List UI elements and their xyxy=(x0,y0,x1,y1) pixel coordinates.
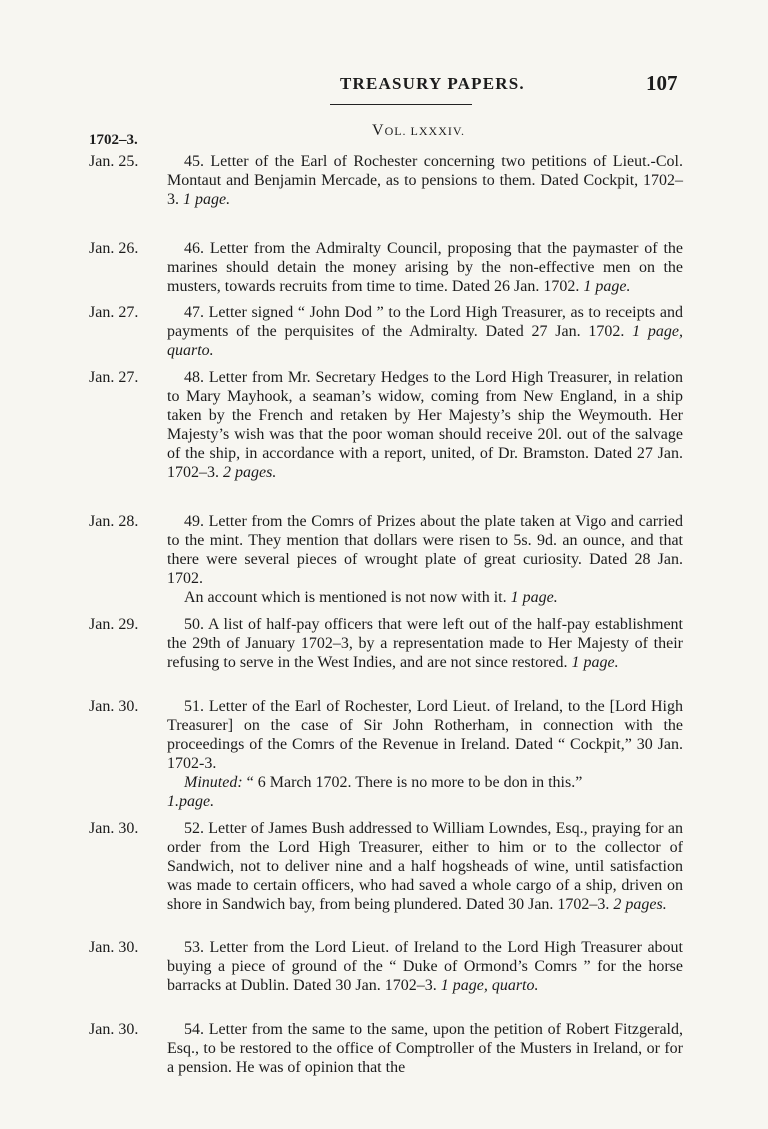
entry-date: Jan. 28. xyxy=(89,513,139,530)
entry-text xyxy=(167,938,683,995)
entry-extent: 1 page. xyxy=(183,191,231,208)
volume-heading xyxy=(372,122,465,140)
entry-note-line xyxy=(167,588,683,607)
volume-prefix: V xyxy=(372,122,385,139)
entry-extent: 1.page. xyxy=(167,793,215,810)
entry-date: Jan. 30. xyxy=(89,698,139,715)
entry-date: Jan. 30. xyxy=(89,939,139,956)
entry-text xyxy=(167,152,683,209)
running-title: TREASURY PAPERS. xyxy=(340,74,525,93)
year-marginal: 1702–3. xyxy=(89,132,138,148)
entry-extent: 1 page. xyxy=(571,654,619,671)
entry-date: Jan. 26. xyxy=(89,240,139,257)
entry-body: 49. Letter from the Comrs of Prizes about the plate taken at Vigo and carried to the mint. They mention that dollars were risen to 5s. 9d. an ounce, and that there were several pieces of wrought plate of great curiosity. Dated 28 Jan. 1702. xyxy=(167,513,683,587)
entry-body: 48. Letter from Mr. Secretary Hedges to the Lord High Treasurer, in relation to Mary Mayhook, a seaman’s widow, coming from New England, in a ship taken by the French and retaken by Her Majesty’s ship the Weymouth. Her Majesty’s wish was that the poor woman should receive 20l. out of the salvage of the ship, in accordance with a report, united, of Dr. Bramston. Dated 27 Jan. 1702–3. xyxy=(167,369,683,481)
minuted-label: Minuted: xyxy=(184,774,243,791)
entry-text xyxy=(167,303,683,360)
entry-text xyxy=(167,615,683,672)
entry-text xyxy=(167,368,683,482)
entry-text xyxy=(167,1020,683,1077)
running-header xyxy=(0,71,768,104)
page-number: 107 xyxy=(646,71,678,95)
minuted-text: “ 6 March 1702. There is no more to be don in this.” xyxy=(246,774,583,791)
entry-text xyxy=(167,512,683,607)
entry-date: Jan. 30. xyxy=(89,820,139,837)
entry-body: 45. Letter of the Earl of Rochester concerning two petitions of Lieut.-Col. Montaut and Benjamin Mercade, as to pensions to them. Dated Cockpit, 1702–3. xyxy=(167,153,683,208)
entry-date: Jan. 29. xyxy=(89,616,139,633)
entry-date: Jan. 27. xyxy=(89,304,139,321)
entry-extent: 2 pages. xyxy=(223,464,277,481)
entry-minute xyxy=(167,773,683,792)
entry-extent: 2 pages. xyxy=(613,896,667,913)
entry-date: Jan. 30. xyxy=(89,1021,139,1038)
entry-extent: 1 page, quarto. xyxy=(440,977,539,994)
header-rule xyxy=(330,104,472,105)
entry-text xyxy=(167,239,683,296)
entry-date: Jan. 25. xyxy=(89,153,139,170)
entry-body: 51. Letter of the Earl of Rochester, Lord Lieut. of Ireland, to the [Lord High Treasurer] on the case of Sir John Rotherham, in connection with the proceedings of the Comrs of the Revenue in Ireland. Dated “ Cockpit,” 30 Jan. 1702-3. xyxy=(167,698,683,772)
entry-extent: 1 page, quarto. xyxy=(167,323,684,359)
entry-extent-line xyxy=(167,792,683,811)
entry-text xyxy=(167,819,683,914)
volume-rest: OL. LXXXIV. xyxy=(384,124,466,138)
entry-extent: 1 page. xyxy=(510,589,558,606)
entry-date: Jan. 27. xyxy=(89,369,139,386)
entry-extent: 1 page. xyxy=(583,278,631,295)
entry-body: 50. A list of half-pay officers that were left out of the half-pay establishment the 29th of January 1702–3, by a representation made to Her Majesty of their refusing to serve in the West Indies, and are not since restored. xyxy=(167,616,683,671)
entry-body: 54. Letter from the same to the same, upon the petition of Robert Fitzgerald, Esq., to be restored to the office of Comptroller of the Musters in Ireland, or for a pension. He was of opinion that the xyxy=(167,1021,683,1076)
entry-text xyxy=(167,697,683,811)
entry-note: An account which is mentioned is not now with it. xyxy=(184,589,507,606)
entry-body: 46. Letter from the Admiralty Council, proposing that the paymaster of the marines should detain the money arising by the non-effective men on the musters, towards recruits from time to time. Dated 26 Jan. 1702. xyxy=(167,240,683,295)
entry-body: 52. Letter of James Bush addressed to William Lowndes, Esq., praying for an order from the Lord High Treasurer, either to him or to the collector of Sandwich, not to deliver nine and a half hogsheads of wine, until satisfaction was made to certain officers, who had saved a whole cargo of a ship, driven on shore in Sandwich bay, from being plundered. Dated 30 Jan. 1702–3. xyxy=(167,820,683,913)
entry-body: 53. Letter from the Lord Lieut. of Ireland to the Lord High Treasurer about buying a piece of ground of the “ Duke of Ormond’s Comrs ” for the horse barracks at Dublin. Dated 30 Jan. 1702–3. xyxy=(167,939,683,994)
entry-body: 47. Letter signed “ John Dod ” to the Lord High Treasurer, as to receipts and payments of the perquisites of the Admiralty. Dated 27 Jan. 1702. xyxy=(167,304,683,340)
